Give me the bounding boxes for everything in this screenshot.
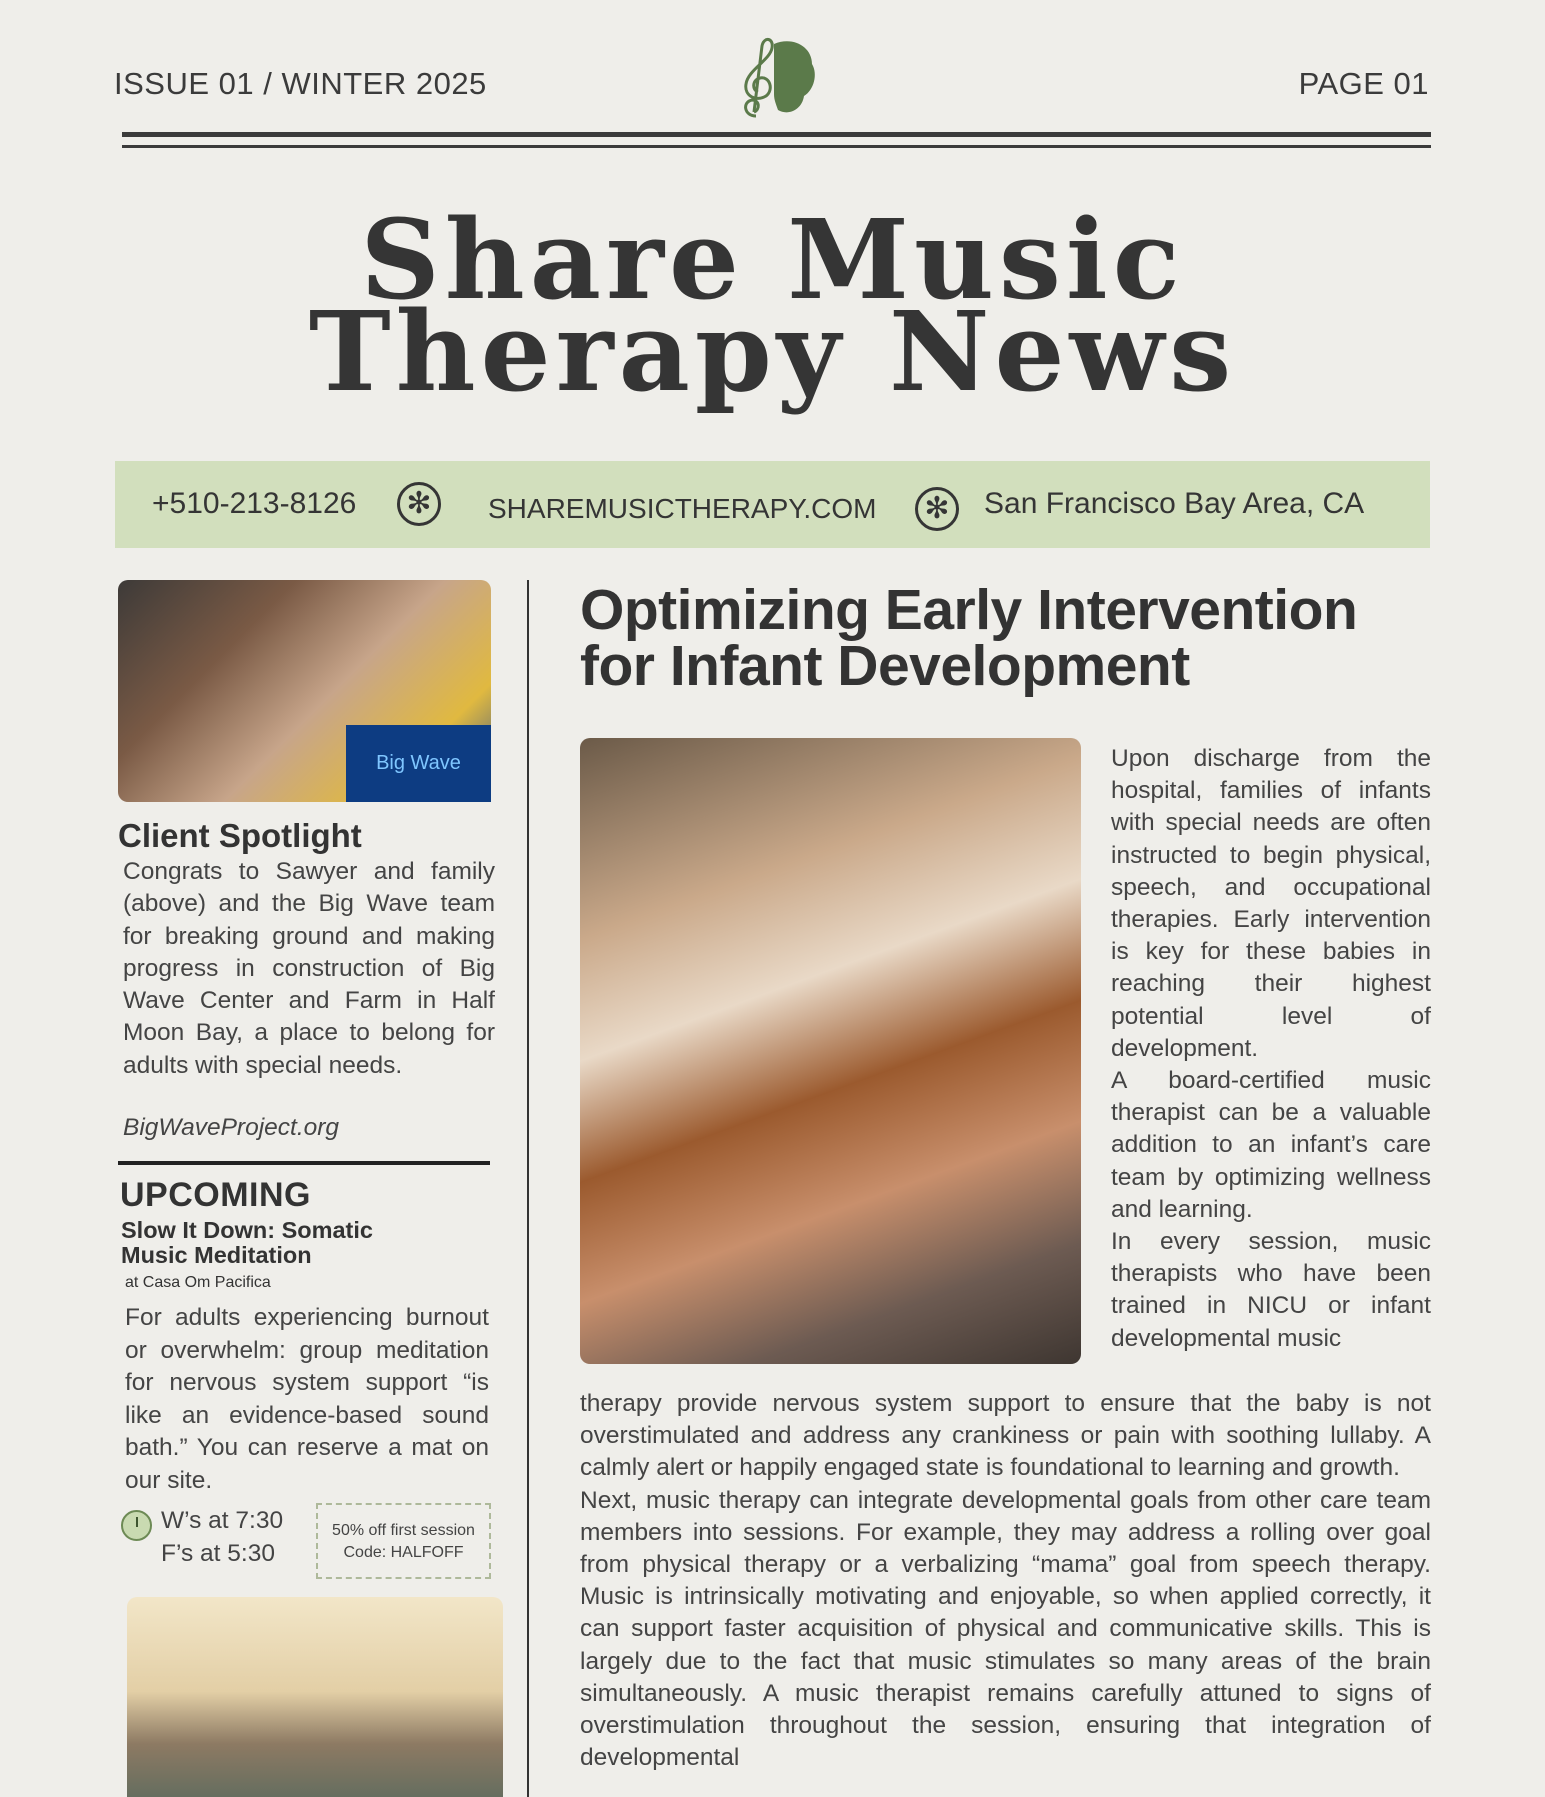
website-link[interactable]: SHAREMUSICTHERAPY.COM: [488, 493, 877, 524]
asterisk-icon: ✻: [397, 482, 441, 526]
section-divider: [118, 1161, 490, 1165]
coupon-discount: 50% off first session: [332, 1522, 475, 1539]
coupon-badge: [316, 1503, 491, 1579]
coupon-code: Code: HALFOFF: [343, 1544, 464, 1561]
event-venue: at Casa Om Pacifica: [125, 1274, 271, 1291]
page-number: PAGE 01: [1298, 66, 1429, 101]
treble-clef-brain-icon: [726, 30, 822, 126]
upcoming-title: UPCOMING: [120, 1176, 311, 1214]
meditation-photo: [127, 1597, 503, 1797]
spotlight-title: Client Spotlight: [118, 817, 362, 854]
article-body-full: [580, 1388, 1431, 1774]
article-paragraph: A board-certified music therapist can be a valuable addition to an infant’s care team by optimizing wellness and learning.: [1111, 1067, 1431, 1223]
event-time: F’s at 5:30: [161, 1540, 275, 1567]
event-description: For adults experiencing burnout or overwhelm: group meditation for nervous system support “is like an evidence-based sound bath.” You can reserve a mat on our site.: [125, 1304, 489, 1494]
issue-label: ISSUE 01 / WINTER 2025: [114, 66, 487, 101]
article-paragraph: In every session, music therapists who have been trained in NICU or infant developmental music: [1111, 1228, 1431, 1352]
phone-number[interactable]: +510-213-8126: [152, 487, 357, 520]
masthead-title: Share Music: [360, 195, 1185, 324]
masthead-title: Therapy News: [308, 287, 1237, 416]
spotlight-link[interactable]: BigWaveProject.org: [123, 1114, 340, 1141]
header-rule: [122, 132, 1431, 137]
spotlight-body: Congrats to Sawyer and family (above) and the Big Wave team for breaking ground and making progress in construction of Big Wave Center and Farm in Half Moon Bay, a place to belong for adults with special needs.: [123, 858, 495, 1079]
header-rule: [122, 145, 1431, 148]
event-title: Slow It Down: Somatic Music Meditation: [121, 1217, 373, 1268]
article-body-side: [1111, 743, 1431, 1355]
asterisk-icon: ✻: [915, 487, 959, 531]
article-paragraph: therapy provide nervous system support to ensure that the baby is not overstimulated and address any crankiness or pain with soothing lullaby. A calmly alert or happily engaged state is foundational to learning and growth.: [580, 1390, 1431, 1482]
location-text: San Francisco Bay Area, CA: [984, 487, 1365, 520]
event-time: W’s at 7:30: [161, 1507, 284, 1534]
article-paragraph: Next, music therapy can integrate developmental goals from other care team members into sessions. For example, they may address a rolling over goal from physical therapy or a verbalizing “mama” goal from speech therapy. Music is intrinsically motivating and enjoyable, so when applied correctly, it can support faster acquisition of physical and communicative skills. This is largely due to the fact that music stimulates so many areas of the brain simultaneously. A music therapist remains carefully attuned to signs of overstimulation throughout the session, ensuring that integration of developmental: [580, 1486, 1431, 1772]
article-headline: Optimizing Early Intervention for Infant Development: [580, 578, 1358, 698]
article-paragraph: Upon discharge from the hospital, families of infants with special needs are often instructed to begin physical, speech, and occupational therapies. Early intervention is key for these babies in reaching their highest potential level of development.: [1111, 745, 1431, 1062]
column-divider: [527, 580, 529, 1797]
big-wave-logo: Big Wave: [346, 725, 491, 802]
guitar-infant-photo: [580, 738, 1081, 1364]
clock-icon: [121, 1510, 152, 1541]
